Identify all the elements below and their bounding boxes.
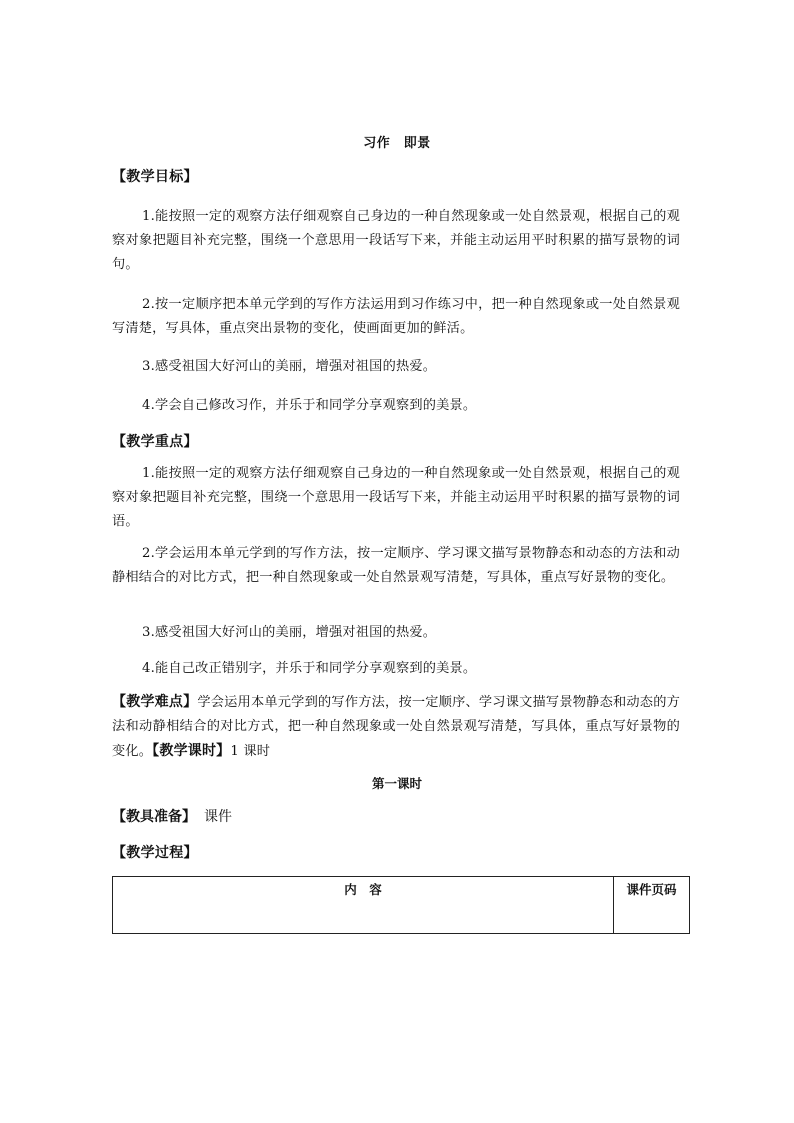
goal-item-1: 1.能按照一定的观察方法仔细观察自己身边的一种自然现象或一处自然景观，根据自己的观察对象把题目补充完整，围绕一个意思用一段话写下来，并能主动运用平时积累的描写景物的词句。 xyxy=(112,209,680,272)
difficulty-paragraph xyxy=(112,690,680,764)
hours-heading: 【教学课时】 xyxy=(152,743,231,759)
goal-item-4: 4.学会自己修改习作，并乐于和同学分享观察到的美景。 xyxy=(142,398,477,413)
process-heading: 【教学过程】 xyxy=(112,845,198,861)
difficulty-text: 学会运用本单元学到的写作方法，按一定顺序、学习课文描写景物静态和动态的方法和动静相结合的对比方式，把一种自然现象或一处自然景观写清楚，写具体，重点写好景物的变化。 xyxy=(112,695,680,759)
key-point-item-1: 1.能按照一定的观察方法仔细观察自己身边的一种自然现象或一处自然景观，根据自己的观察对象把题目补充完整，围绕一个意思用一段话写下来，并能主动运用平时积累的描写景物的词语。 xyxy=(112,466,680,529)
key-points-heading: 【教学重点】 xyxy=(112,434,198,450)
table-row xyxy=(113,877,690,934)
equipment-line xyxy=(112,806,232,826)
goals-heading: 【教学目标】 xyxy=(112,169,198,185)
key-point-item-2: 2.学会运用本单元学到的写作方法，按一定顺序、学习课文描写景物静态和动态的方法和动静相结合的对比方式，把一种自然现象或一处自然景观写清楚，写具体，重点写好景物的变化。 xyxy=(112,546,680,585)
equipment-heading: 【教具准备】 xyxy=(112,809,196,825)
lesson-title: 第一课时 xyxy=(371,776,422,791)
hours-value: 1 课时 xyxy=(230,744,271,759)
goal-item-3: 3.感受祖国大好河山的美丽，增强对祖国的热爱。 xyxy=(142,359,437,374)
table-header-content: 内 容 xyxy=(113,877,614,934)
key-point-item-4: 4.能自己改正错别字，并乐于和同学分享观察到的美景。 xyxy=(142,661,477,676)
equipment-value: 课件 xyxy=(204,809,232,825)
goal-item-2: 2.按一定顺序把本单元学到的写作方法运用到习作练习中，把一种自然现象或一处自然景观写清楚，写具体，重点突出景物的变化，使画面更加的鲜活。 xyxy=(112,297,680,336)
difficulty-heading: 【教学难点】 xyxy=(112,694,198,710)
key-point-item-3: 3.感受祖国大好河山的美丽，增强对祖国的热爱。 xyxy=(142,625,437,640)
document-title: 习作 即景 xyxy=(363,136,431,151)
process-table xyxy=(112,876,690,934)
table-header-page: 课件页码 xyxy=(614,877,690,934)
